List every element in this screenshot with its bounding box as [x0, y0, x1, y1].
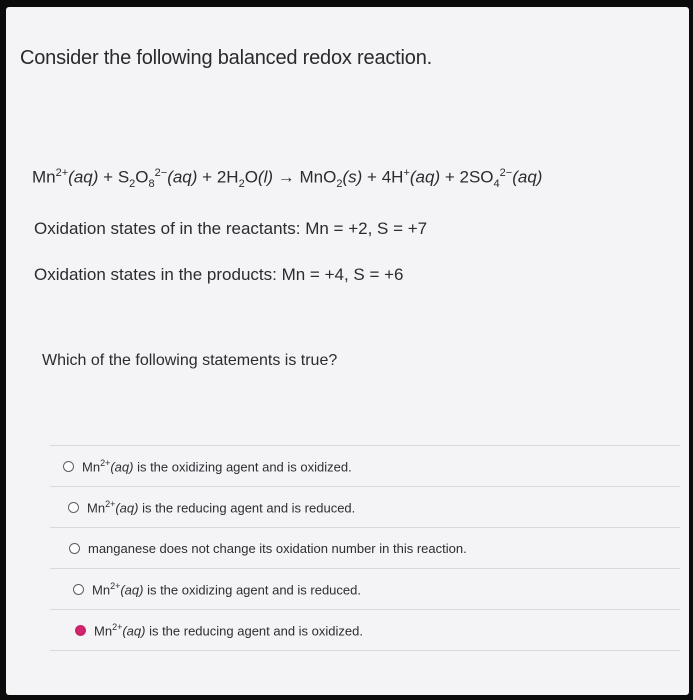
- eq-mn: Mn: [32, 167, 56, 187]
- option-label: $Mn^{2+}(aq)$ is the reducing agent and is reduced.: [87, 498, 356, 516]
- option-1[interactable]: [50, 445, 680, 487]
- eq-s-sub: 2: [129, 178, 136, 191]
- radio-button-selected[interactable]: [75, 625, 86, 636]
- eq-sulfate-charge: 2−: [499, 167, 513, 179]
- eq-mno2: MnO: [299, 167, 337, 187]
- eq-o-sub: 8: [148, 178, 155, 191]
- option-label: $Mn^{2+}(aq)$ is the reducing agent and is oxidized.: [94, 621, 363, 639]
- eq-plus-3: +: [367, 167, 377, 187]
- question-panel: [6, 7, 689, 695]
- eq-s2o8-charge: 2−: [154, 167, 168, 179]
- eq-plus-4: +: [444, 167, 455, 187]
- question-title: Consider the following balanced redox reaction.: [20, 47, 432, 69]
- eq-arrow: →: [277, 167, 295, 187]
- redox-equation: [32, 167, 542, 190]
- answer-options: [50, 445, 680, 651]
- eq-water-h: 2H: [216, 167, 239, 187]
- radio-button[interactable]: [69, 543, 80, 554]
- eq-aq-1: (aq): [68, 167, 99, 187]
- eq-sulfate: 2SO: [459, 167, 494, 187]
- eq-plus-1: +: [103, 167, 114, 187]
- option-label: $Mn^{2+}(aq)$ is the oxidizing agent and is reduced.: [92, 580, 361, 598]
- radio-button[interactable]: [73, 584, 84, 595]
- eq-mno2-sub: 2: [336, 178, 343, 191]
- eq-aq-4: (aq): [512, 167, 543, 187]
- oxidation-states-reactants: Oxidation states of in the reactants: Mn = +2, S = +7: [34, 219, 428, 238]
- radio-button[interactable]: [63, 461, 74, 472]
- radio-button[interactable]: [68, 502, 79, 513]
- eq-plus-2: +: [202, 167, 213, 187]
- option-label: manganese does not change its oxidation number in this reaction.: [88, 540, 467, 556]
- oxidation-states-products: Oxidation states in the products: Mn = +4, S = +6: [34, 265, 404, 284]
- option-4[interactable]: [50, 569, 680, 610]
- eq-o: O: [135, 167, 149, 187]
- eq-aq-2: (aq): [167, 167, 198, 187]
- eq-water-o: O: [244, 167, 258, 187]
- eq-liquid: (l): [257, 167, 274, 187]
- eq-s: S: [117, 167, 130, 187]
- option-5[interactable]: [50, 610, 680, 651]
- option-3[interactable]: [50, 528, 680, 569]
- eq-water-sub: 2: [238, 178, 245, 191]
- option-2[interactable]: [50, 487, 680, 528]
- eq-solid: (s): [342, 167, 363, 187]
- eq-sulfate-sub: 4: [493, 178, 500, 191]
- eq-proton-charge: +: [403, 167, 410, 179]
- eq-aq-3: (aq): [409, 167, 441, 187]
- eq-proton: 4H: [381, 167, 404, 187]
- question-prompt: Which of the following statements is true?: [42, 352, 338, 369]
- eq-mn-charge: 2+: [55, 167, 69, 179]
- option-label: $Mn^{2+}(aq)$ is the oxidizing agent and is oxidized.: [82, 457, 352, 475]
